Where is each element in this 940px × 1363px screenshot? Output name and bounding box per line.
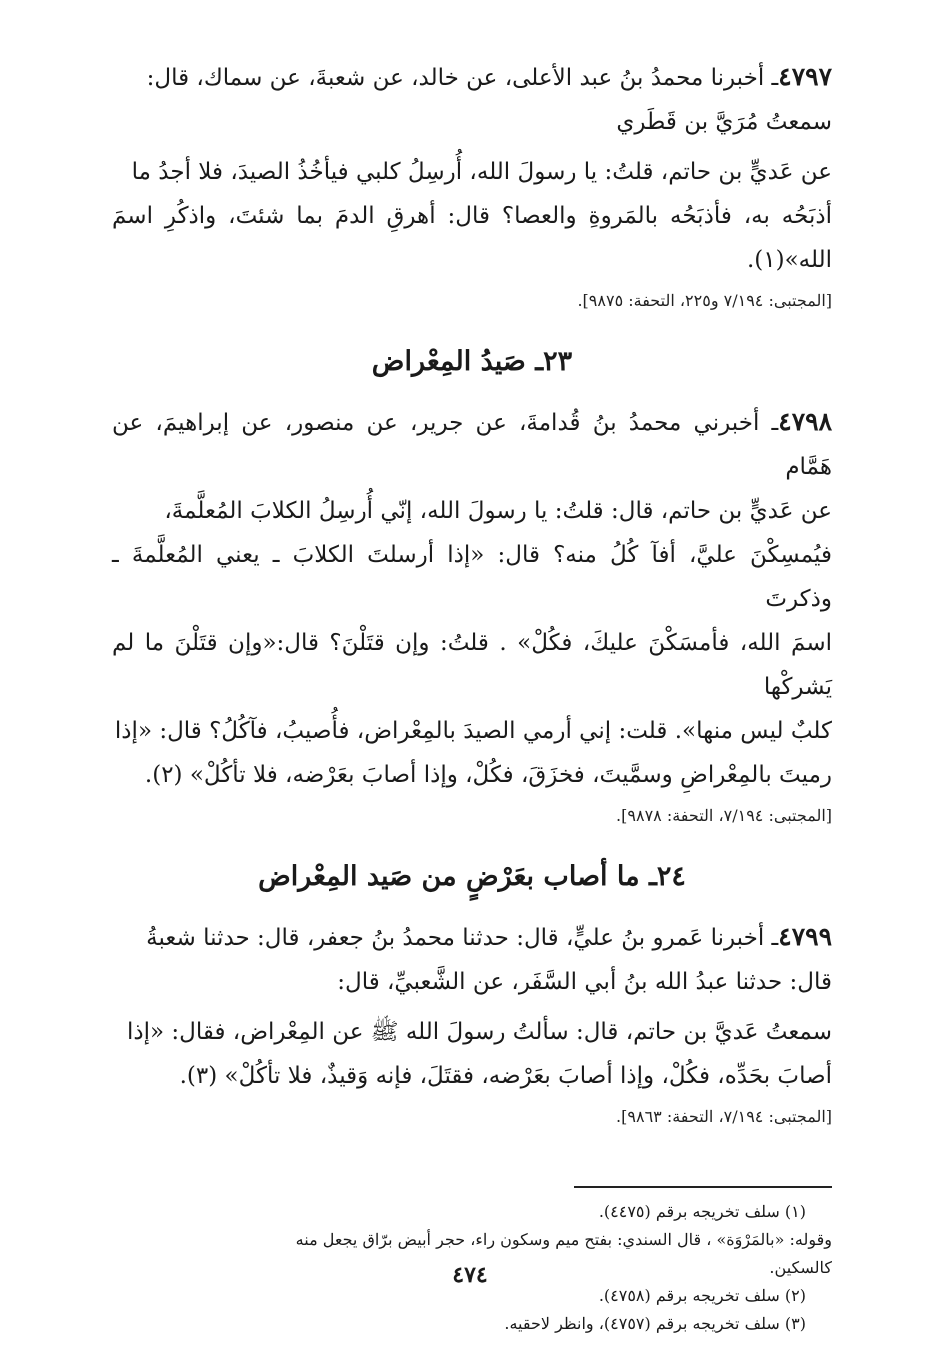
- hadith-number: ٤٧٩٨: [778, 407, 832, 436]
- hadith-matn: [112, 1010, 832, 1098]
- hadith-entry: [112, 400, 832, 831]
- hadith-text: [112, 915, 832, 1004]
- footnote: (٢) سلف تخريجه برقم (٤٧٥٨).: [598, 1286, 806, 1305]
- text-line: عن عَديٍّ بن حاتم، قال: قلتُ: يا رسولَ الله، إنّي أُرسِلُ الكلابَ المُعلَّمةَ،: [164, 498, 832, 524]
- footnote-divider: [574, 1186, 832, 1188]
- text-line: ٤٧٩٧ـ أخبرنا محمدُ بنُ عبد الأعلى، عن خالد، عن شعبةَ، عن سماك، قال:: [146, 62, 832, 91]
- text-line: قال: حدثنا عبدُ الله بنُ أبي السَّفَر، عن الشَّعبيِّ، قال:: [337, 969, 832, 995]
- hadith-text: [112, 400, 832, 797]
- reference: [المجتبى: ٧/١٩٤، التحفة: ٩٨٦٣].: [616, 1107, 832, 1126]
- hadith-entry: [112, 55, 832, 316]
- hadith-number: ٤٧٩٩: [778, 922, 832, 951]
- text-line: كلبٌ ليس منها». قلت: إني أرمي الصيدَ بالمِعْراض، فأُصيبُ، فآكُلُ؟ قال: «إذا: [114, 718, 832, 744]
- hadith-text: [112, 55, 832, 144]
- text-line: سمعتُ مُرَيَّ بن قَطَري: [616, 109, 832, 135]
- hadith-matn: [112, 150, 832, 282]
- text-line: أذبَحُه به، فأذبَحُه بالمَروةِ والعصا؟ قال: أهرقِ الدمَ بما شئتَ، واذكُرِ اسمَ الله»(١).: [112, 203, 832, 273]
- text-line: فيُمسِكْنَ عليَّ، أفآ كُلُ منه؟ قال: «إذا أرسلتَ الكلابَ ـ يعني المُعلَّمةَ ـ وذكرتَ: [112, 542, 832, 612]
- text-line: رميتَ بالمِعْراضِ وسمَّيتَ، فخزَقَ، فكُلْ، وإذا أصابَ بعَرْضه، فلا تأكُلْ» (٢).: [144, 762, 832, 788]
- hadith-entry: [112, 915, 832, 1132]
- text-line: ٤٧٩٨ـ أخبرني محمدُ بنُ قُدامةَ، عن جرير، عن منصور، عن إبراهيمَ، عن هَمَّام: [112, 407, 832, 480]
- text-line: اسمَ الله، فأمسَكْنَ عليكَ، فكُلْ» . قلتُ: وإن قتَلْنَ؟ قال:«وإن قتَلْنَ ما لم يَشركْها: [112, 630, 832, 700]
- footnote: كالسكين.: [769, 1258, 832, 1277]
- text-line: أصابَ بحَدِّه، فكُلْ، وإذا أصابَ بعَرْضه، فقتَلَ، فإنه وَقيذٌ، فلا تأكُلْ» (٣).: [179, 1063, 832, 1089]
- text-line: ٤٧٩٩ـ أخبرنا عَمرو بنُ عليٍّ، قال: حدثنا محمدُ بنُ جعفر، قال: حدثنا شعبةُ: [146, 922, 832, 951]
- section-heading: ٢٤ـ ما أصاب بعَرْضٍ من صَيد المِعْراض: [258, 861, 686, 892]
- footnote: (١) سلف تخريجه برقم (٤٤٧٥).: [598, 1202, 806, 1221]
- reference: [المجتبى: ٧/١٩٤ و٢٢٥، التحفة: ٩٨٧٥].: [577, 291, 832, 310]
- page-number: ٤٧٤: [452, 1262, 488, 1288]
- text-line: عن عَديٍّ بن حاتم، قلتُ: يا رسولَ الله، أُرسِلُ كلبي فيأخُذُ الصيدَ، فلا أجدُ ما: [131, 159, 832, 185]
- text-line: سمعتُ عَديَّ بن حاتم، قال: سألتُ رسولَ الله ﷺ عن المِعْراض، فقال: «إذا: [126, 1019, 832, 1045]
- section-heading: ٢٣ـ صَيدُ المِعْراض: [371, 346, 573, 377]
- hadith-number: ٤٧٩٧: [778, 62, 832, 91]
- footnote: وقوله: «بالمَرْوَة» ، قال السندي: بفتح ميم وسكون راء، حجر أبيض برّاق يجعل منه: [295, 1230, 832, 1249]
- reference: [المجتبى: ٧/١٩٤، التحفة: ٩٨٧٨].: [616, 806, 832, 825]
- footnote: (٣) سلف تخريجه برقم (٤٧٥٧)، وانظر لاحقيه.: [504, 1314, 806, 1333]
